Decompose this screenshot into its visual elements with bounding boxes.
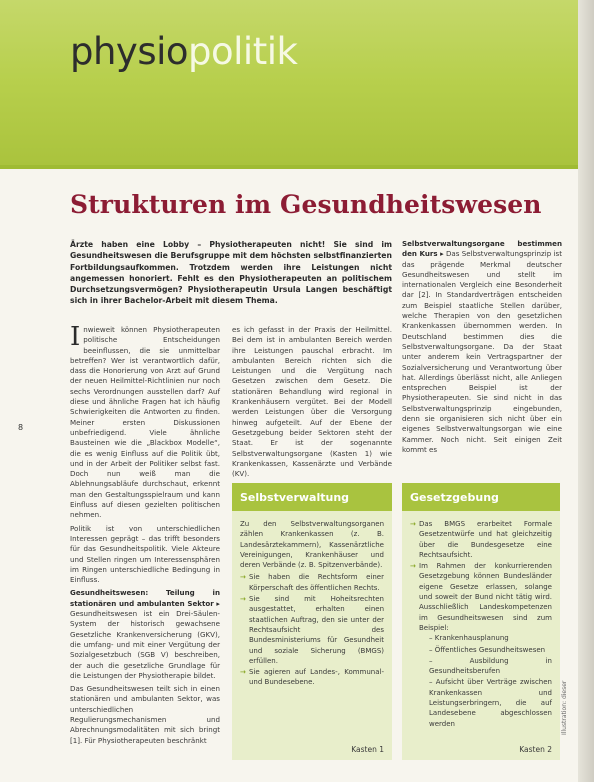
paragraph: Selbstverwaltungsorgane bestimmen den Kurs ▸ Das Selbstverwaltungsprinzip ist das prägende Merkmal deutscher Gesundheitswesen und stellt im internationalen Vergleich eine Besonderheit dar [2]. In Standardverträgen entscheiden zum Beispiel staatliche Stellen darüber, welche Therapien von den gesetzlichen Krankenkassen übernommen werden. In Deutschland bestimmen dies die Selbstverwaltungsorgane. Da der Staat unter anderem kein Vertragspartner der Sozialversicherung und Verantwortung über hat. Allerdings überlässt nicht, alle Anliegen entsprechen Beispiel ist der Physiotherapeuten. Sie sind nicht in das Selbstverwaltungsprinzip eingebunden, denn sie organisieren sich nicht über ein eigenes Selbstverwaltungsorgan wie eine Kammer. Noch nicht. Seit einigen Zeit kommt es bbox=[402, 239, 562, 454]
list-item: → Sie sind mit Hoheitsrechten ausgestattet, erhalten einen staatlichen Auftrag, den sie unter der Rechtsaufsicht des Bundesministeriums für Gesundheit und soziale Sicherung (BMGS) erfüllen. bbox=[240, 594, 384, 666]
paragraph: Inwieweit können Physiotherapeuten politische Entscheidungen beeinflussen, die sie unmittelbar betreffen? Wer ist verantwortlich dafür, dass die Honorierung von Arzt auf Grund der neuen Heilmittel-Richtlinien nur noch sechs Verordnungen ausstellen darf? Auf diese und ähnliche Fragen hat ich häufig Schwierigkeiten die Antworten zu finden. Meiner ersten Diskussionen unbefriedigend. Viele ähnliche Bausteinen wie die „Blackbox Modelle“, die es wenig Einfluss auf die Politik übt, und in der Arbeit der Politiker selbst fast. Doch nun weiß man die Ablehnungsabläufe durchschaut, erkennt man den Gestaltungsspielraum und kann Einfluss auf diesen gezielten politischen nehmen. bbox=[70, 322, 220, 520]
list-item: → Sie agieren auf Landes-, Kommunal- und Bundesebene. bbox=[240, 667, 384, 688]
sub-list-item: – Krankenhausplanung bbox=[429, 634, 509, 643]
paragraph: es ich gefasst in der Praxis der Heilmittel. Bei dem ist in ambulanten Bereich werden ihre Leistungen pauschal erbracht. Im ambulanten Bereich richten sich die Leistungen und die Vergütung nach Gesetzen zwischen dem Gesetz. Die stationären Behandlung wird regional in Krankenhäusern vergütet. Bei der Modell werden Leistungen über die Versorgung hinweg aufgeteilt. Auf der Ebene der Gesetzgebung beider Sektoren steht der Staat. Er ist der sogenannte Selbstverwaltungsorgane (Kasten 1) wie Krankenkassen, Kassenärzte und Verbände (KV). bbox=[232, 325, 392, 479]
logo-part-physio: physio bbox=[70, 30, 189, 73]
text-column-1 bbox=[70, 322, 220, 749]
list-item: → Das BMGS erarbeitet Formale Gesetzentwürfe und hat gleichzeitig über die Bundesgesetze eine Rechtsaufsicht. bbox=[410, 519, 552, 560]
box-body bbox=[232, 511, 392, 688]
image-credit: Illustration: dieser bbox=[561, 680, 568, 735]
box-caption: Kasten 2 bbox=[519, 745, 552, 754]
article-title: Strukturen im Gesundheitswesen bbox=[70, 190, 542, 219]
sub-list-item: – Ausbildung in Gesundheitsberufen bbox=[429, 656, 552, 676]
drop-cap: I bbox=[70, 322, 81, 352]
sub-list bbox=[419, 633, 552, 729]
header-band bbox=[0, 0, 578, 165]
bullet-list bbox=[240, 572, 384, 687]
page-fold bbox=[578, 0, 594, 782]
box-title: Gesetzgebung bbox=[402, 483, 560, 511]
sub-list-item: – Öffentliches Gesundheitswesen bbox=[429, 645, 546, 654]
sidebar-box-selbstverwaltung bbox=[232, 483, 392, 760]
list-item: → Sie haben die Rechtsform einer Körperschaft des öffentlichen Rechts. bbox=[240, 572, 384, 593]
text-column-2 bbox=[232, 325, 392, 482]
section-logo bbox=[70, 30, 297, 73]
bullet-list bbox=[410, 519, 552, 729]
header-band-edge bbox=[0, 165, 578, 169]
sidebar-box-gesetzgebung bbox=[402, 483, 560, 760]
paragraph: Gesundheitswesen: Teilung in stationären und ambulanten Sektor ▸ Gesundheitswesen ist ein Drei-Säulen-System der historisch gewachsene Gesetzliche Krankenversicherung (GKV), die umfang- und mit einer Vergütung der Sozialgesetzbuch (SGB V) beschreiben, der auch die gesetzliche Grundlage für die Leistungen der Physiotherapie bildet. bbox=[70, 588, 220, 680]
list-item: → Im Rahmen der konkurrierenden Gesetzgebung können Bundesländer eigene Gesetze erlassen, solange und soweit der Bund nicht tätig wird. Ausschließlich Landeskompetenzen im Gesundheitswesen sind zum Beispiel: – Krankenhausplanung – Öffentliches Gesundheitswesen – Ausbildung in Gesundheitsberufen – Aufsicht über Verträge zwischen Krankenkassen und Leistungserbringern, die auf Landesebene abgeschlossen werden bbox=[410, 561, 552, 729]
logo-part-politik: politik bbox=[188, 30, 298, 73]
subheading: Gesundheitswesen: Teilung in stationären und ambulanten Sektor ▸ bbox=[70, 588, 220, 608]
page-number: 8 bbox=[18, 423, 24, 432]
sub-list-item: – Aufsicht über Verträge zwischen Krankenkassen und Leistungserbringern, die auf Landesebene abgeschlossen werden bbox=[429, 678, 552, 728]
box-caption: Kasten 1 bbox=[351, 745, 384, 754]
article-lead: Ärzte haben eine Lobby – Physiotherapeuten nicht! Sie sind im Gesundheitswesen die Berufsgruppe mit dem höchsten selbstfinanzierten Fortbildungsaufkommen. Trotzdem werden ihre Leistungen nicht angemessen honoriert. Fehlt es den Physiotherapeuten an politischem Durchsetzungsvermögen? Physiotherapeutin Ursula Langen beschäftigt sich in ihrer Bachelor-Arbeit mit diesem Thema. bbox=[70, 240, 392, 306]
paragraph: Politik ist von unterschiedlichen Interessen geprägt – das trifft besonders für das Gesundheitspolitik. Viele Akteure und Stellen ringen um Interessensphären im Ringen unterschiedliche Bedingung in Einfluss. bbox=[70, 523, 220, 585]
subheading: Selbstverwaltungsorgane bestimmen den Kurs ▸ bbox=[402, 239, 562, 259]
box-intro: Zu den Selbstverwaltungsorganen zählen Krankenkassen (z. B. Landesärztekammern), Kassenärztliche Vereinigungen, Krankenhäuser und deren Verbände (z. B. Spitzenverbände). bbox=[240, 520, 384, 570]
box-title: Selbstverwaltung bbox=[232, 483, 392, 511]
paragraph: Das Gesundheitswesen teilt sich in einen stationären und ambulanten Sektor, was unterschiedlichen Regulierungsmechanismen und Abrechnungsmodalitäten mit sich bringt [1]. Für Physiotherapeuten beschränkt bbox=[70, 684, 220, 745]
box-body bbox=[402, 511, 560, 729]
text-column-3 bbox=[402, 239, 562, 458]
